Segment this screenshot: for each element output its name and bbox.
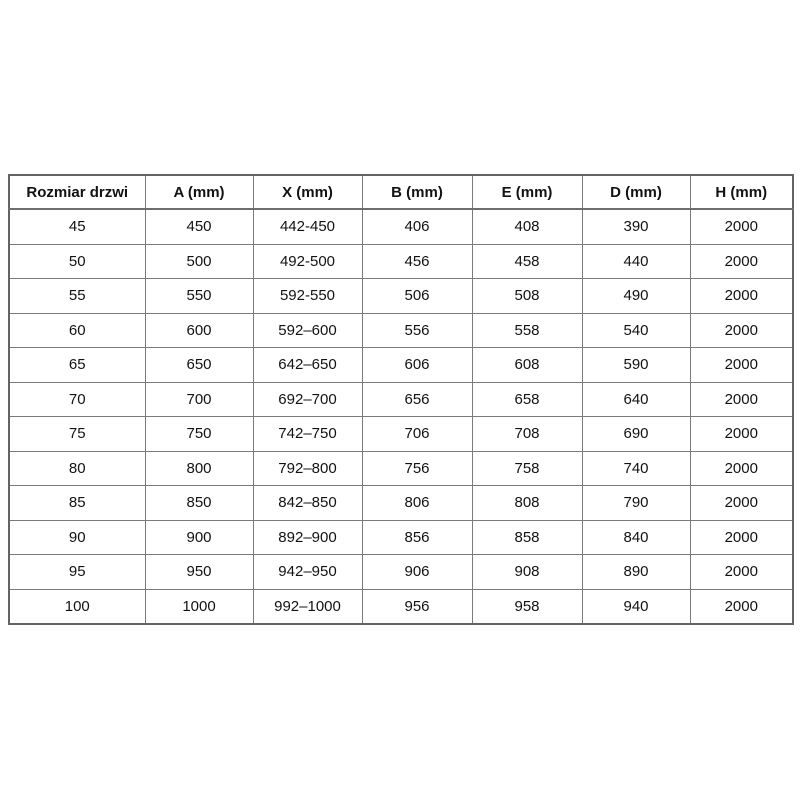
table-cell: 692–700 xyxy=(253,382,362,417)
column-header-h-mm: H (mm) xyxy=(690,175,793,209)
table-cell: 2000 xyxy=(690,279,793,314)
table-cell: 60 xyxy=(9,313,145,348)
table-cell: 940 xyxy=(582,589,690,624)
table-row xyxy=(9,417,793,452)
table-cell: 892–900 xyxy=(253,520,362,555)
table-cell: 740 xyxy=(582,451,690,486)
table-cell: 790 xyxy=(582,486,690,521)
table-cell: 70 xyxy=(9,382,145,417)
table-row xyxy=(9,555,793,590)
table-cell: 658 xyxy=(472,382,582,417)
table-cell: 640 xyxy=(582,382,690,417)
table-cell: 2000 xyxy=(690,451,793,486)
table-cell: 842–850 xyxy=(253,486,362,521)
column-header-x-mm: X (mm) xyxy=(253,175,362,209)
table-cell: 2000 xyxy=(690,209,793,244)
table-row xyxy=(9,382,793,417)
table-cell: 590 xyxy=(582,348,690,383)
table-row xyxy=(9,209,793,244)
table-cell: 708 xyxy=(472,417,582,452)
table-cell: 65 xyxy=(9,348,145,383)
table-cell: 706 xyxy=(362,417,472,452)
table-cell: 650 xyxy=(145,348,253,383)
table-cell: 856 xyxy=(362,520,472,555)
table-cell: 550 xyxy=(145,279,253,314)
table-cell: 2000 xyxy=(690,589,793,624)
table-cell: 540 xyxy=(582,313,690,348)
table-row xyxy=(9,451,793,486)
table-cell: 840 xyxy=(582,520,690,555)
table-cell: 450 xyxy=(145,209,253,244)
table-cell: 2000 xyxy=(690,244,793,279)
table-cell: 906 xyxy=(362,555,472,590)
table-cell: 742–750 xyxy=(253,417,362,452)
table-cell: 800 xyxy=(145,451,253,486)
table-cell: 792–800 xyxy=(253,451,362,486)
table-cell: 406 xyxy=(362,209,472,244)
table-cell: 458 xyxy=(472,244,582,279)
table-row xyxy=(9,589,793,624)
table-cell: 85 xyxy=(9,486,145,521)
table-cell: 500 xyxy=(145,244,253,279)
table-cell: 90 xyxy=(9,520,145,555)
table-cell: 806 xyxy=(362,486,472,521)
table-cell: 95 xyxy=(9,555,145,590)
table-row xyxy=(9,486,793,521)
table-cell: 850 xyxy=(145,486,253,521)
table-cell: 890 xyxy=(582,555,690,590)
table-row xyxy=(9,313,793,348)
table-cell: 690 xyxy=(582,417,690,452)
column-header-d-mm: D (mm) xyxy=(582,175,690,209)
table-cell: 408 xyxy=(472,209,582,244)
table-cell: 2000 xyxy=(690,382,793,417)
table-row xyxy=(9,348,793,383)
table-cell: 756 xyxy=(362,451,472,486)
table-cell: 942–950 xyxy=(253,555,362,590)
table-cell: 758 xyxy=(472,451,582,486)
table-cell: 440 xyxy=(582,244,690,279)
table-cell: 908 xyxy=(472,555,582,590)
table-cell: 75 xyxy=(9,417,145,452)
table-cell: 750 xyxy=(145,417,253,452)
table-cell: 2000 xyxy=(690,520,793,555)
table-cell: 606 xyxy=(362,348,472,383)
table-cell: 600 xyxy=(145,313,253,348)
table-cell: 506 xyxy=(362,279,472,314)
table-cell: 45 xyxy=(9,209,145,244)
table-cell: 508 xyxy=(472,279,582,314)
table-row xyxy=(9,279,793,314)
table-cell: 558 xyxy=(472,313,582,348)
table-cell: 490 xyxy=(582,279,690,314)
table-cell: 100 xyxy=(9,589,145,624)
column-header-e-mm: E (mm) xyxy=(472,175,582,209)
table-cell: 2000 xyxy=(690,313,793,348)
table-cell: 642–650 xyxy=(253,348,362,383)
table-cell: 80 xyxy=(9,451,145,486)
table-cell: 1000 xyxy=(145,589,253,624)
table-cell: 592–600 xyxy=(253,313,362,348)
table-cell: 900 xyxy=(145,520,253,555)
table-cell: 456 xyxy=(362,244,472,279)
table-cell: 592-550 xyxy=(253,279,362,314)
table-cell: 608 xyxy=(472,348,582,383)
table-cell: 492-500 xyxy=(253,244,362,279)
table-cell: 956 xyxy=(362,589,472,624)
table-cell: 442-450 xyxy=(253,209,362,244)
table-cell: 2000 xyxy=(690,486,793,521)
table-cell: 808 xyxy=(472,486,582,521)
door-dimensions-table xyxy=(8,174,794,625)
table-cell: 858 xyxy=(472,520,582,555)
column-header-rozmiar-drzwi: Rozmiar drzwi xyxy=(9,175,145,209)
table-cell: 556 xyxy=(362,313,472,348)
table-cell: 55 xyxy=(9,279,145,314)
table-cell: 950 xyxy=(145,555,253,590)
table-cell: 2000 xyxy=(690,555,793,590)
header-row xyxy=(9,175,793,209)
table-row xyxy=(9,244,793,279)
table-cell: 656 xyxy=(362,382,472,417)
table-cell: 992–1000 xyxy=(253,589,362,624)
table-cell: 2000 xyxy=(690,348,793,383)
column-header-b-mm: B (mm) xyxy=(362,175,472,209)
table-cell: 700 xyxy=(145,382,253,417)
column-header-a-mm: A (mm) xyxy=(145,175,253,209)
table-row xyxy=(9,520,793,555)
table-cell: 2000 xyxy=(690,417,793,452)
table-cell: 50 xyxy=(9,244,145,279)
table-cell: 390 xyxy=(582,209,690,244)
table-cell: 958 xyxy=(472,589,582,624)
